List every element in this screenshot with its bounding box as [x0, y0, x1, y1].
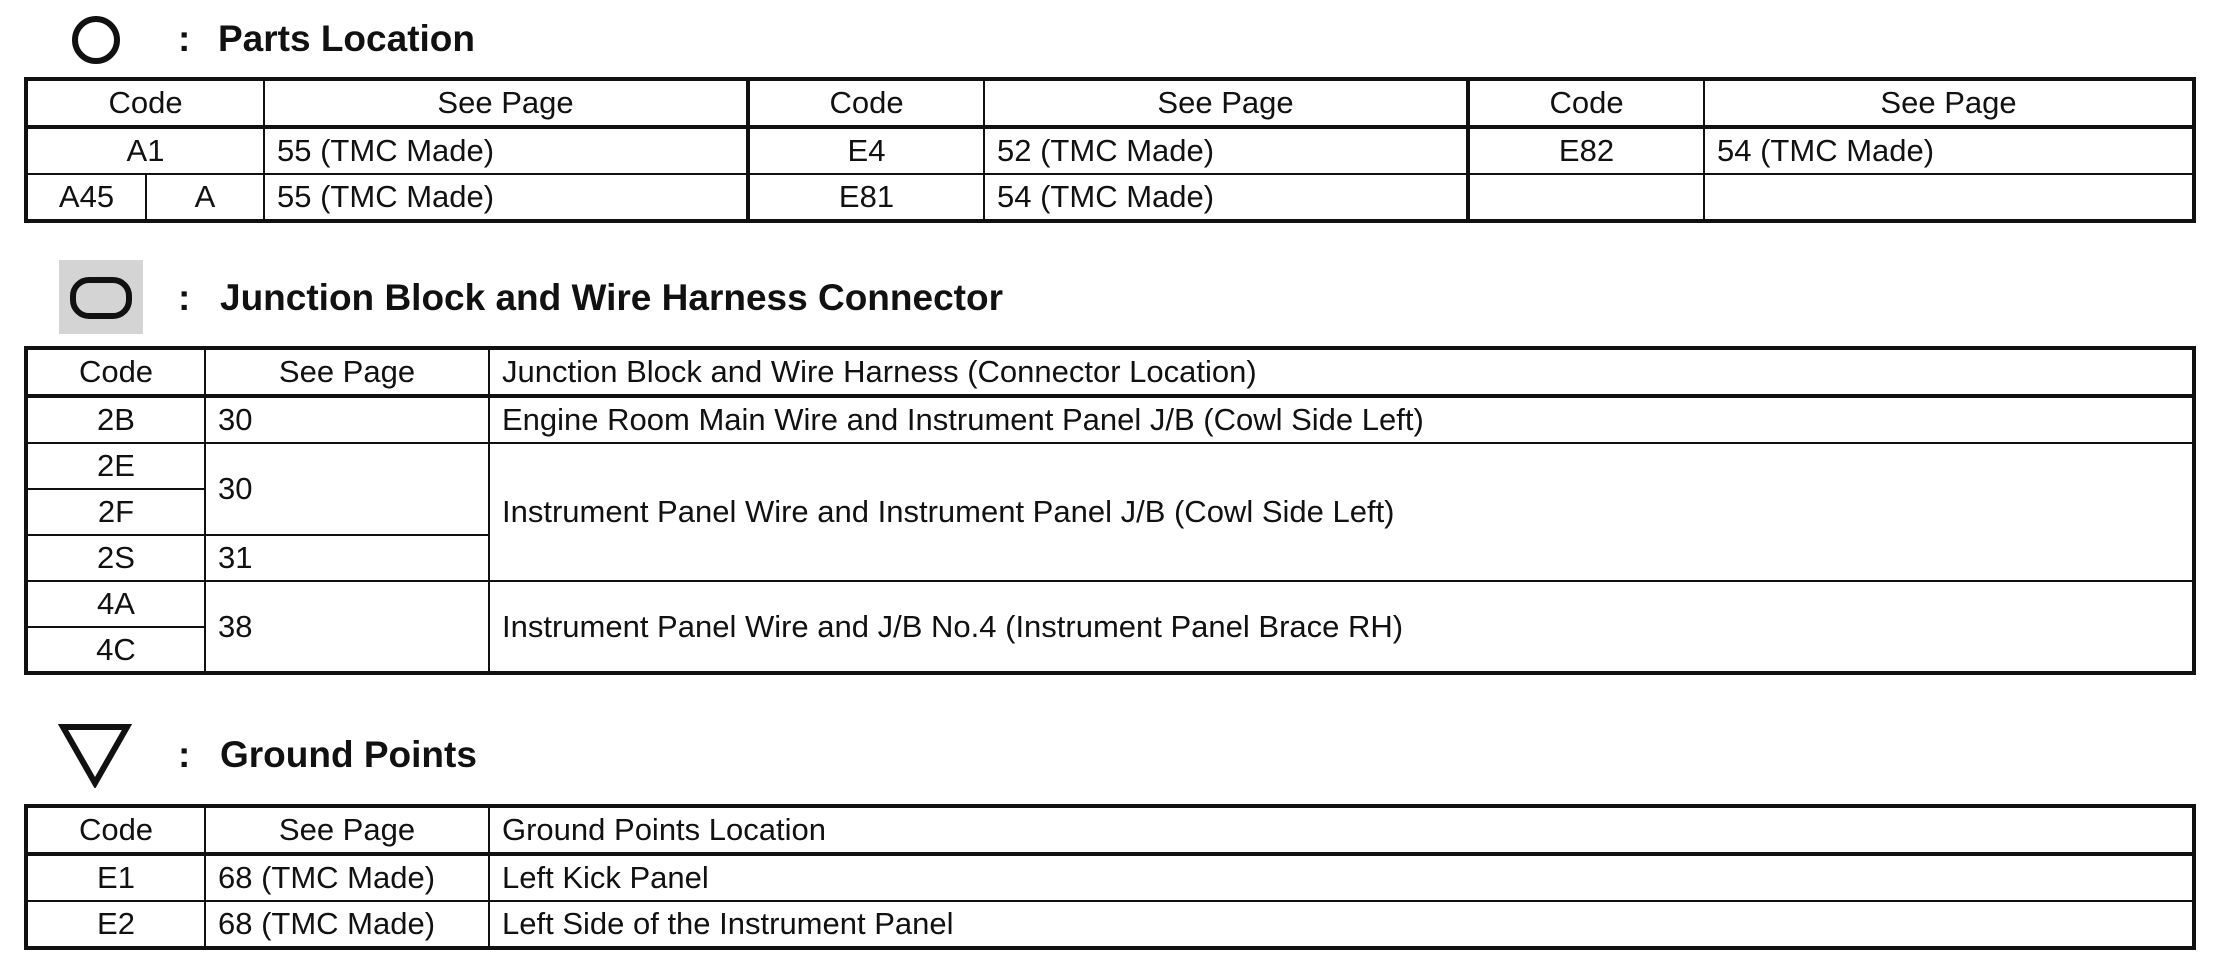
location-cell: Left Side of the Instrument Panel [489, 901, 2194, 948]
page-cell: 30 [205, 443, 489, 535]
location-cell: Engine Room Main Wire and Instrument Panel J/B (Cowl Side Left) [489, 396, 2194, 443]
table-row [26, 854, 2194, 901]
section-colon: : [178, 277, 191, 318]
page-cell: 30 [205, 396, 489, 443]
header-code: Code [1468, 79, 1704, 127]
section-colon: : [178, 18, 191, 59]
down-triangle-icon [58, 722, 132, 788]
code-cell: E81 [748, 174, 984, 221]
header-location: Junction Block and Wire Harness (Connector Location) [489, 348, 2194, 396]
ground-points-table [24, 804, 2196, 950]
location-cell: Instrument Panel Wire and J/B No.4 (Instrument Panel Brace RH) [489, 581, 2194, 673]
header-location: Ground Points Location [489, 806, 2194, 854]
page-cell: 52 (TMC Made) [984, 127, 1468, 174]
code-cell: 2S [26, 535, 205, 581]
code-cell: A1 [26, 127, 264, 174]
header-see-page: See Page [1704, 79, 2194, 127]
page-cell: 68 (TMC Made) [205, 901, 489, 948]
code-cell: E82 [1468, 127, 1704, 174]
table-row [26, 443, 2194, 489]
table-row [26, 174, 2194, 221]
code-cell: E4 [748, 127, 984, 174]
code-cell: 2E [26, 443, 205, 489]
header-code: Code [26, 79, 264, 127]
code-cell: E2 [26, 901, 205, 948]
section-title: Ground Points [220, 734, 477, 775]
header-see-page: See Page [205, 348, 489, 396]
header-code: Code [748, 79, 984, 127]
code-cell: 2F [26, 489, 205, 535]
table-row [26, 581, 2194, 627]
code-cell: A45 [26, 174, 146, 221]
code-cell: 2B [26, 396, 205, 443]
table-row [26, 396, 2194, 443]
rounded-rectangle-icon [59, 260, 143, 334]
section-title: Junction Block and Wire Harness Connector [220, 277, 1003, 318]
circle-icon [70, 14, 122, 66]
page-cell [1704, 174, 2194, 221]
table-header-row [26, 348, 2194, 396]
page-cell: 68 (TMC Made) [205, 854, 489, 901]
page-cell: 55 (TMC Made) [264, 174, 748, 221]
code-cell [1468, 174, 1704, 221]
code-cell: 4C [26, 627, 205, 673]
location-cell: Left Kick Panel [489, 854, 2194, 901]
table-row [26, 901, 2194, 948]
parts-location-table [24, 77, 2196, 223]
page-cell: 54 (TMC Made) [1704, 127, 2194, 174]
code-cell: E1 [26, 854, 205, 901]
table-header-row [26, 806, 2194, 854]
header-code: Code [26, 348, 205, 396]
junction-block-table [24, 346, 2196, 675]
page-cell: 38 [205, 581, 489, 673]
page-cell: 31 [205, 535, 489, 581]
header-code: Code [26, 806, 205, 854]
page-cell: 55 (TMC Made) [264, 127, 748, 174]
table-header-row [26, 79, 2194, 127]
page-cell: 54 (TMC Made) [984, 174, 1468, 221]
location-cell: Instrument Panel Wire and Instrument Panel J/B (Cowl Side Left) [489, 443, 2194, 581]
header-see-page: See Page [984, 79, 1468, 127]
code-suffix-cell: A [146, 174, 264, 221]
section-title: Parts Location [218, 18, 475, 59]
header-see-page: See Page [205, 806, 489, 854]
section-colon: : [178, 734, 191, 775]
header-see-page: See Page [264, 79, 748, 127]
table-row [26, 127, 2194, 174]
code-cell: 4A [26, 581, 205, 627]
